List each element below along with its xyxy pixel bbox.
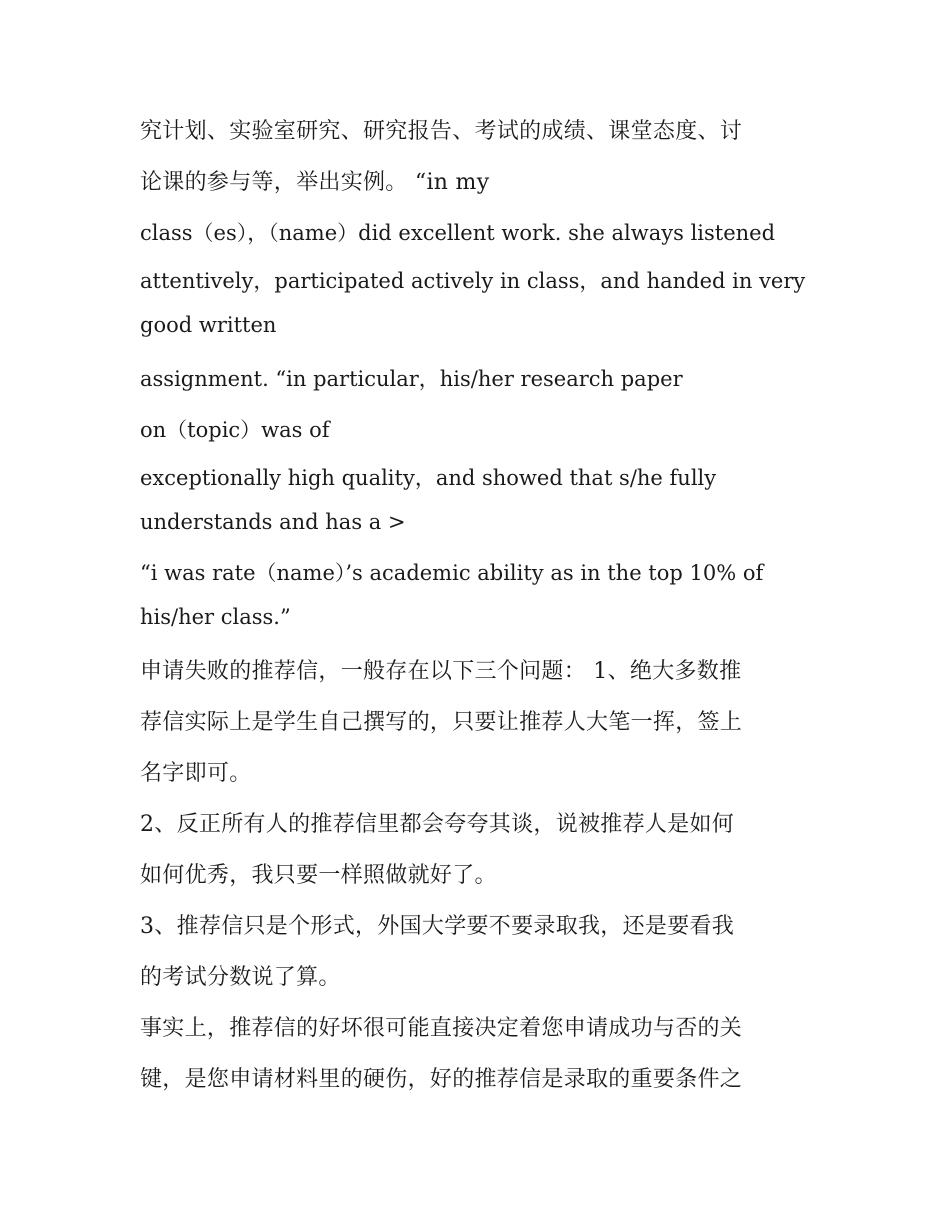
- text-line: assignment. “in particular，his/her research paper: [140, 367, 683, 391]
- paragraph-wrapped: [140, 456, 820, 544]
- text-line: 3、推荐信只是个形式，外国大学要不要录取我，还是要看我: [140, 914, 735, 939]
- text-line: 论课的参与等，举出实例。 “in my: [140, 170, 490, 195]
- text-line: understands and has a >: [140, 510, 406, 534]
- text-line: 事实上，推荐信的好坏很可能直接决定着您申请成功与否的关: [140, 1016, 743, 1041]
- text-line: attentively，participated actively in class，and handed in very: [140, 269, 806, 293]
- text-line: class（es），（name）did excellent work. she always listened: [140, 221, 776, 245]
- document-body: [140, 106, 820, 1105]
- paragraph-wrapped: [140, 551, 820, 639]
- text-line: 荐信实际上是学生自己撰写的，只要让推荐人大笔一挥，签上: [140, 710, 743, 735]
- text-line: 2、反正所有人的推荐信里都会夸夸其谈，说被推荐人是如何: [140, 812, 735, 837]
- text-line: 申请失败的推荐信，一般存在以下三个问题： 1、绝大多数推: [140, 659, 742, 684]
- text-line: “i was rate（name）’s academic ability as in the top 10% of: [140, 561, 764, 585]
- text-line: 名字即可。: [140, 761, 252, 786]
- text-line: 键，是您申请材料里的硬伤，好的推荐信是录取的重要条件之: [140, 1067, 743, 1092]
- text-line: his/her class.”: [140, 605, 291, 629]
- text-line: exceptionally high quality，and showed that s/he fully: [140, 466, 717, 490]
- text-line: 究计划、实验室研究、研究报告、考试的成绩、课堂态度、讨: [140, 119, 743, 144]
- text-line: 如何优秀，我只要一样照做就好了。: [140, 863, 497, 888]
- text-line: 的考试分数说了算。: [140, 965, 341, 990]
- paragraph-wrapped: [140, 259, 820, 347]
- text-line: on（topic）was of: [140, 418, 330, 442]
- text-line: good written: [140, 313, 277, 337]
